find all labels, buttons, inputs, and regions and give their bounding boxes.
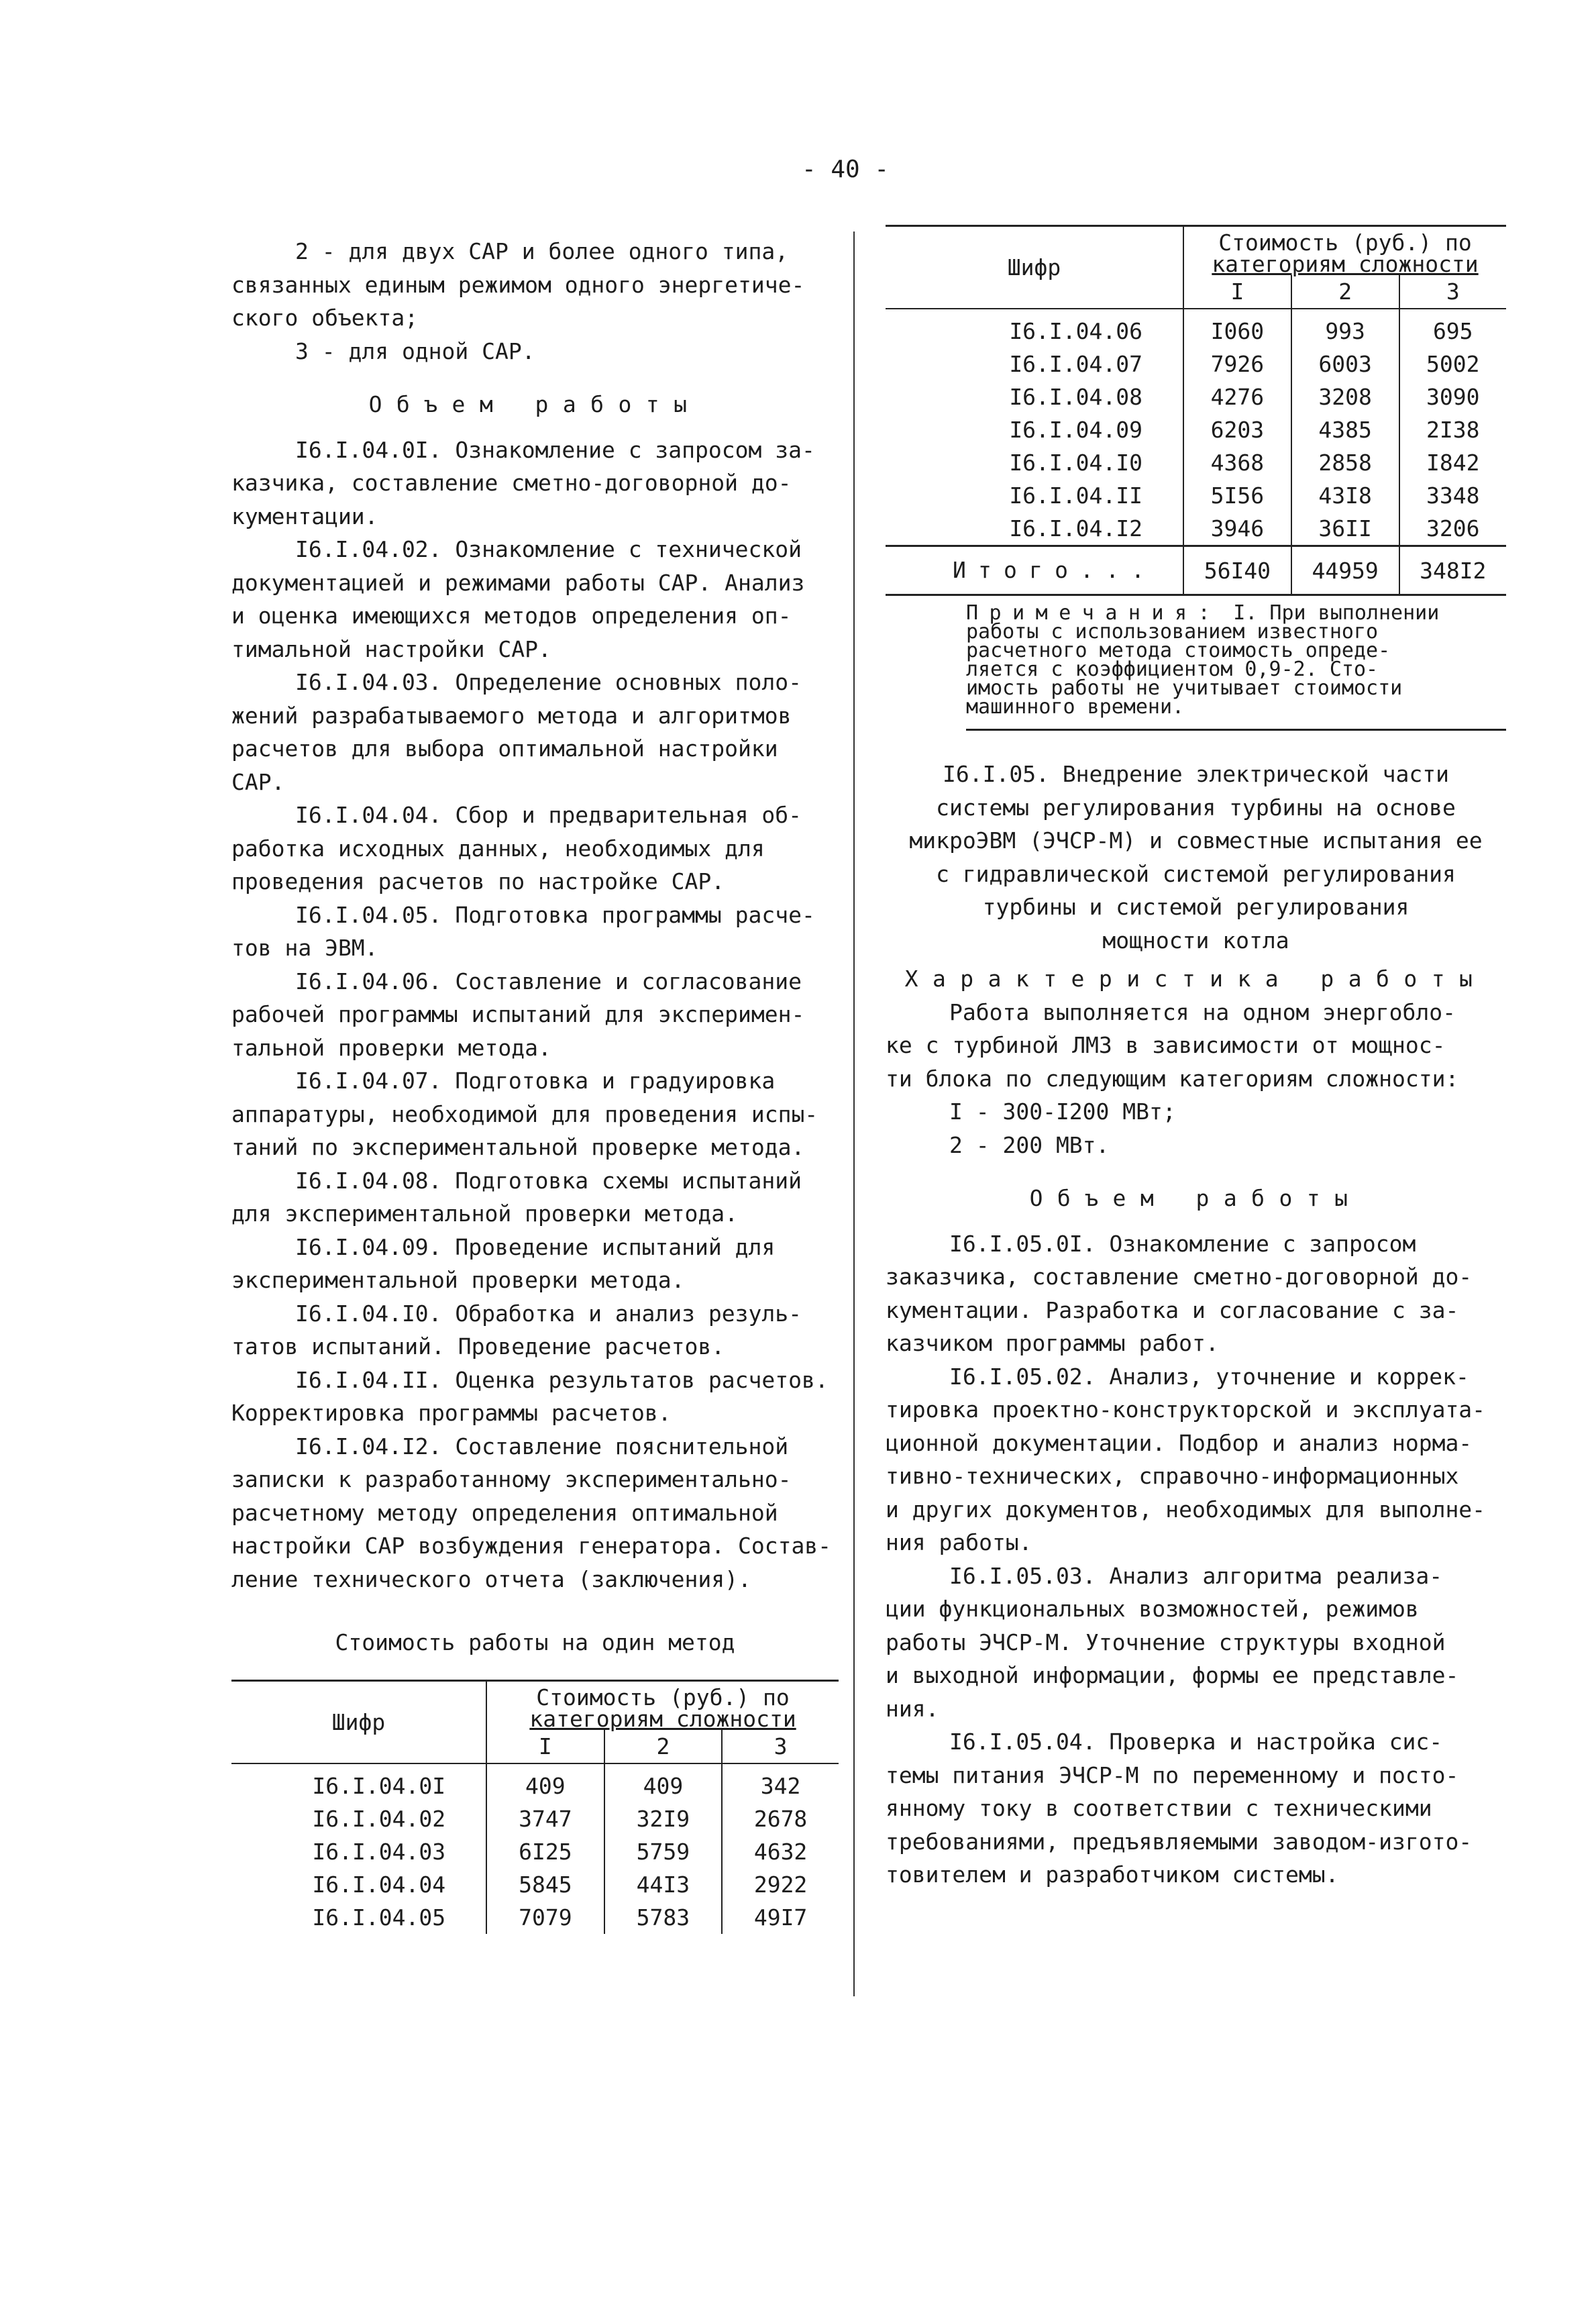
work-item-first-line: I6.I.04.08. Подготовка схемы испытаний	[295, 1167, 802, 1194]
col-header-cost	[1183, 226, 1506, 276]
section-title-line: микроЭВМ (ЭЧСР-М) и совместные испытания ее	[909, 827, 1483, 854]
scope-heading: Объем работы	[368, 391, 702, 417]
cost-cell: 3946	[1183, 512, 1291, 546]
notes-line: работы с использованием известного	[966, 620, 1379, 644]
table-row	[886, 309, 1506, 348]
row-code: I6.I.04.07	[1009, 351, 1142, 377]
work-item-first-line: I6.I.04.II. Оценка результатов расчетов.	[295, 1366, 829, 1393]
work-item-line: ния.	[886, 1695, 939, 1722]
table-row	[886, 413, 1506, 446]
work-item	[231, 799, 839, 899]
notes-line: ляется с коэффициентом 0,9-2. Сто-	[966, 658, 1379, 681]
work-item-line: кументации.	[231, 503, 378, 529]
work-item-line: требованиями, предъявляемыми заводом-изгото-	[886, 1828, 1473, 1855]
work-item-line: кументации. Разработка и согласование с за-	[886, 1296, 1459, 1323]
column-divider	[853, 232, 855, 1996]
work-item-line: таний по экспериментальной проверке метода.	[231, 1134, 805, 1160]
work-item-line: для экспериментальной проверки метода.	[231, 1200, 738, 1227]
table-row	[886, 512, 1506, 546]
cost-cell: 44I3	[604, 1868, 723, 1901]
work-item-first-line: I6.I.04.I2. Составление пояснительной	[295, 1433, 789, 1459]
table-body	[231, 1763, 839, 1934]
col-header-cost	[486, 1680, 839, 1730]
cat-header: 3	[722, 1730, 839, 1763]
category-line: 2 - 200 МВт.	[949, 1131, 1110, 1158]
cost-cell: 36II	[1291, 512, 1399, 546]
table-row	[886, 479, 1506, 512]
work-item	[231, 1430, 839, 1596]
row-code: I6.I.04.03	[312, 1838, 446, 1865]
work-item	[231, 666, 839, 799]
cost-cell: 993	[1291, 309, 1399, 348]
cost-cell: 4368	[1183, 446, 1291, 479]
work-item-first-line: I6.I.04.04. Сбор и предварительная об-	[295, 802, 802, 828]
cost-cell: 5783	[604, 1901, 723, 1934]
cost-cell: 409	[604, 1763, 723, 1802]
cat-header: I	[1183, 275, 1291, 309]
work-item-line: экспериментальной проверки метода.	[231, 1267, 685, 1293]
work-item-line: жений разрабатываемого метода и алгоритмов	[231, 702, 792, 729]
work-item-first-line: I6.I.04.03. Определение основных поло-	[295, 669, 802, 695]
section-title-line: турбины и системой регулирования	[982, 894, 1409, 920]
section-title-line: системы регулирования турбины на основе	[936, 794, 1456, 821]
intro-line: 3 - для одной САР.	[295, 338, 535, 364]
cost-table-right	[886, 225, 1506, 596]
cost-cell: 5002	[1399, 348, 1507, 380]
total-cell: 44959	[1291, 546, 1399, 595]
table-row	[231, 1868, 839, 1901]
work-item-line: тальной проверки метода.	[231, 1034, 551, 1061]
work-item	[231, 533, 839, 666]
row-code: I6.I.04.0I	[312, 1772, 446, 1799]
work-item	[886, 1227, 1506, 1360]
intro-line: связанных единым режимом одного энергетиче-	[231, 271, 805, 298]
notes-line: расчетного метода стоимость опреде-	[966, 639, 1391, 662]
intro-line: ского объекта;	[231, 305, 419, 331]
work-item	[886, 1725, 1506, 1892]
notes-line: имость работы не учитывает стоимости	[966, 676, 1403, 700]
cost-cell: 3208	[1291, 380, 1399, 413]
cost-cell: 342	[722, 1763, 839, 1802]
work-item-line: тов на ЭВМ.	[231, 935, 378, 961]
cat-header: 2	[1291, 275, 1399, 309]
cost-cell: 2678	[722, 1802, 839, 1835]
work-item-line: расчетному методу определения оптимальной	[231, 1499, 778, 1526]
work-item-first-line: I6.I.05.0I. Ознакомление с запросом	[949, 1230, 1416, 1257]
section-title-line: с гидравлической системой регулирования	[936, 860, 1456, 887]
row-code: I6.I.04.09	[1009, 417, 1142, 443]
work-item-first-line: I6.I.04.02. Ознакомление с технической	[295, 536, 802, 562]
cost-cell: 3747	[486, 1802, 604, 1835]
work-item-line: казчиком программы работ.	[886, 1330, 1219, 1356]
cost-cell: 4632	[722, 1835, 839, 1868]
work-item-line: и выходной информации, формы ее представле-	[886, 1662, 1459, 1688]
work-item-first-line: I6.I.04.06. Составление и согласование	[295, 968, 802, 994]
work-item-line: настройки САР возбуждения генератора. Состав-	[231, 1533, 832, 1559]
table-row	[231, 1901, 839, 1934]
work-item-line: темы питания ЭЧСР-М по переменному и посто-	[886, 1761, 1459, 1788]
work-item-line: казчика, составление сметно-договорной до-	[231, 470, 792, 496]
row-code: I6.I.04.08	[1009, 384, 1142, 410]
table-row	[886, 446, 1506, 479]
page-number: - 40 -	[802, 156, 890, 183]
intro-line: 2 - для двух САР и более одного типа,	[295, 238, 789, 264]
characteristic-line: ке с турбиной ЛМЗ в зависимости от мощнос-	[886, 1032, 1446, 1058]
right-column	[886, 225, 1506, 1892]
characteristic-text	[886, 996, 1506, 1162]
cost-cell: 3090	[1399, 380, 1507, 413]
work-item-line: ление технического отчета (заключения).	[231, 1566, 751, 1592]
cost-cell: 409	[486, 1763, 604, 1802]
work-item-first-line: I6.I.05.04. Проверка и настройка сис-	[949, 1729, 1443, 1755]
cost-cell: 2858	[1291, 446, 1399, 479]
cost-table-left	[231, 1680, 839, 1934]
work-item-line: тимальной настройки САР.	[231, 635, 551, 662]
cost-cell: 695	[1399, 309, 1507, 348]
work-item-line: тировка проектно-конструкторской и эксплуата-	[886, 1396, 1486, 1423]
table-caption: Стоимость работы на один метод	[335, 1629, 735, 1655]
characteristic-line: Работа выполняется на одном энергобло-	[949, 998, 1456, 1025]
work-item-line: ции функциональных возможностей, режимов	[886, 1596, 1419, 1622]
work-item	[231, 899, 839, 965]
row-code: I6.I.04.06	[1009, 318, 1142, 344]
work-item	[231, 965, 839, 1065]
row-code: I6.I.04.I0	[1009, 450, 1142, 476]
cost-cell: 6203	[1183, 413, 1291, 446]
work-item-line: заказчика, составление сметно-договорной до-	[886, 1264, 1473, 1290]
col-header-cost-line2: категориям сложности	[1212, 251, 1479, 277]
total-cell: 348I2	[1399, 546, 1507, 595]
work-item-line: аппаратуры, необходимой для проведения испы-	[231, 1100, 818, 1127]
work-item	[231, 1164, 839, 1231]
cost-cell: 4385	[1291, 413, 1399, 446]
work-item-line: проведения расчетов по настройке САР.	[231, 868, 725, 894]
characteristic-heading: Характеристика работы	[904, 966, 1487, 992]
work-item	[231, 1231, 839, 1297]
work-item-line: товителем и разработчиком системы.	[886, 1861, 1339, 1888]
work-item-line: Корректировка программы расчетов.	[231, 1400, 672, 1426]
col-header-cost-line1: Стоимость (руб.) по	[536, 1684, 790, 1710]
cost-cell: 6003	[1291, 348, 1399, 380]
table-body	[886, 309, 1506, 546]
work-item-first-line: I6.I.04.09. Проведение испытаний для	[295, 1233, 776, 1260]
col-header-code: Шифр	[231, 1680, 486, 1763]
cost-cell: I060	[1183, 309, 1291, 348]
row-code: I6.I.04.I2	[1009, 515, 1142, 542]
cost-cell: 43I8	[1291, 479, 1399, 512]
cost-cell: 2922	[722, 1868, 839, 1901]
work-item	[231, 1364, 839, 1430]
table-row	[231, 1835, 839, 1868]
cost-cell: 7079	[486, 1901, 604, 1934]
work-item-line: работка исходных данных, необходимых для	[231, 835, 765, 862]
row-code: I6.I.04.02	[312, 1805, 446, 1832]
section-title	[886, 758, 1506, 957]
table-notes	[966, 601, 1506, 731]
work-item-line: тивно-технических, справочно-информационных	[886, 1463, 1459, 1489]
work-item-line: и оценка имеющихся методов определения оп-	[231, 603, 792, 629]
table-row	[886, 380, 1506, 413]
notes-line: машинного времени.	[966, 695, 1185, 719]
work-item-first-line: I6.I.04.0I. Ознакомление с запросом за-	[295, 436, 815, 463]
work-item-first-line: I6.I.05.02. Анализ, уточнение и коррек-	[949, 1363, 1469, 1390]
col-header-cost-line1: Стоимость (руб.) по	[1218, 229, 1472, 256]
section-title-line: I6.I.05. Внедрение электрической части	[943, 761, 1449, 787]
cost-cell: 49I7	[722, 1901, 839, 1934]
cost-cell: 4276	[1183, 380, 1291, 413]
work-item	[886, 1360, 1506, 1559]
cost-cell: 32I9	[604, 1802, 723, 1835]
intro-block	[231, 235, 839, 368]
right-work-items	[886, 1227, 1506, 1892]
cat-header: I	[486, 1730, 604, 1763]
section-title-line: мощности котла	[1102, 927, 1289, 954]
work-item-line: ния работы.	[886, 1529, 1032, 1555]
work-item-line: ционной документации. Подбор и анализ норма-	[886, 1429, 1473, 1456]
work-item-line: САР.	[231, 768, 285, 795]
cat-header: 3	[1399, 275, 1507, 309]
work-item-first-line: I6.I.04.I0. Обработка и анализ резуль-	[295, 1300, 802, 1327]
total-cell: 56I40	[1183, 546, 1291, 595]
cost-cell: I842	[1399, 446, 1507, 479]
notes-label: Примечания:	[966, 601, 1222, 625]
work-item	[231, 1064, 839, 1164]
left-work-items	[231, 433, 839, 1596]
work-item	[231, 433, 839, 533]
cost-cell: 5845	[486, 1868, 604, 1901]
row-code: I6.I.04.II	[1009, 482, 1142, 509]
cost-cell: 7926	[1183, 348, 1291, 380]
work-item-line: рабочей программы испытаний для эксперимен-	[231, 1001, 805, 1027]
table-row	[231, 1763, 839, 1802]
notes-line: I. При выполнении	[1233, 601, 1440, 625]
left-column	[231, 235, 839, 1934]
table-row	[231, 1802, 839, 1835]
work-item-first-line: I6.I.04.07. Подготовка и градуировка	[295, 1068, 776, 1094]
row-code: I6.I.04.04	[312, 1871, 446, 1898]
row-code: I6.I.04.05	[312, 1904, 446, 1931]
cost-cell: 5I56	[1183, 479, 1291, 512]
cost-cell: 6I25	[486, 1835, 604, 1868]
cost-cell: 2I38	[1399, 413, 1507, 446]
work-item	[231, 1297, 839, 1364]
work-item-line: документацией и режимами работы САР. Анализ	[231, 569, 805, 596]
work-item-line: татов испытаний. Проведение расчетов.	[231, 1333, 725, 1360]
work-item-first-line: I6.I.05.03. Анализ алгоритма реализа-	[949, 1562, 1443, 1589]
col-header-cost-line2: категориям сложности	[529, 1705, 796, 1732]
cat-header: 2	[604, 1730, 723, 1763]
characteristic-line: ти блока по следующим категориям сложности:	[886, 1065, 1459, 1092]
work-item	[886, 1559, 1506, 1726]
cost-cell: 5759	[604, 1835, 723, 1868]
work-item-line: работы ЭЧСР-М. Уточнение структуры входной	[886, 1629, 1446, 1655]
work-item-line: записки к разработанному экспериментально-	[231, 1466, 792, 1492]
work-item-first-line: I6.I.04.05. Подготовка программы расче-	[295, 901, 815, 928]
work-item-line: расчетов для выбора оптимальной настройки	[231, 735, 778, 762]
total-label: Итого...	[886, 546, 1183, 595]
category-line: I - 300-I200 МВт;	[949, 1098, 1176, 1125]
table-row	[886, 348, 1506, 380]
cost-cell: 3206	[1399, 512, 1507, 546]
col-header-code: Шифр	[886, 226, 1183, 309]
scope-heading: Объем работы	[1029, 1185, 1363, 1211]
work-item-line: и других документов, необходимых для выполне-	[886, 1496, 1486, 1523]
total-row	[886, 546, 1506, 595]
work-item-line: янному току в соответствии с техническими	[886, 1795, 1432, 1821]
cost-cell: 3348	[1399, 479, 1507, 512]
